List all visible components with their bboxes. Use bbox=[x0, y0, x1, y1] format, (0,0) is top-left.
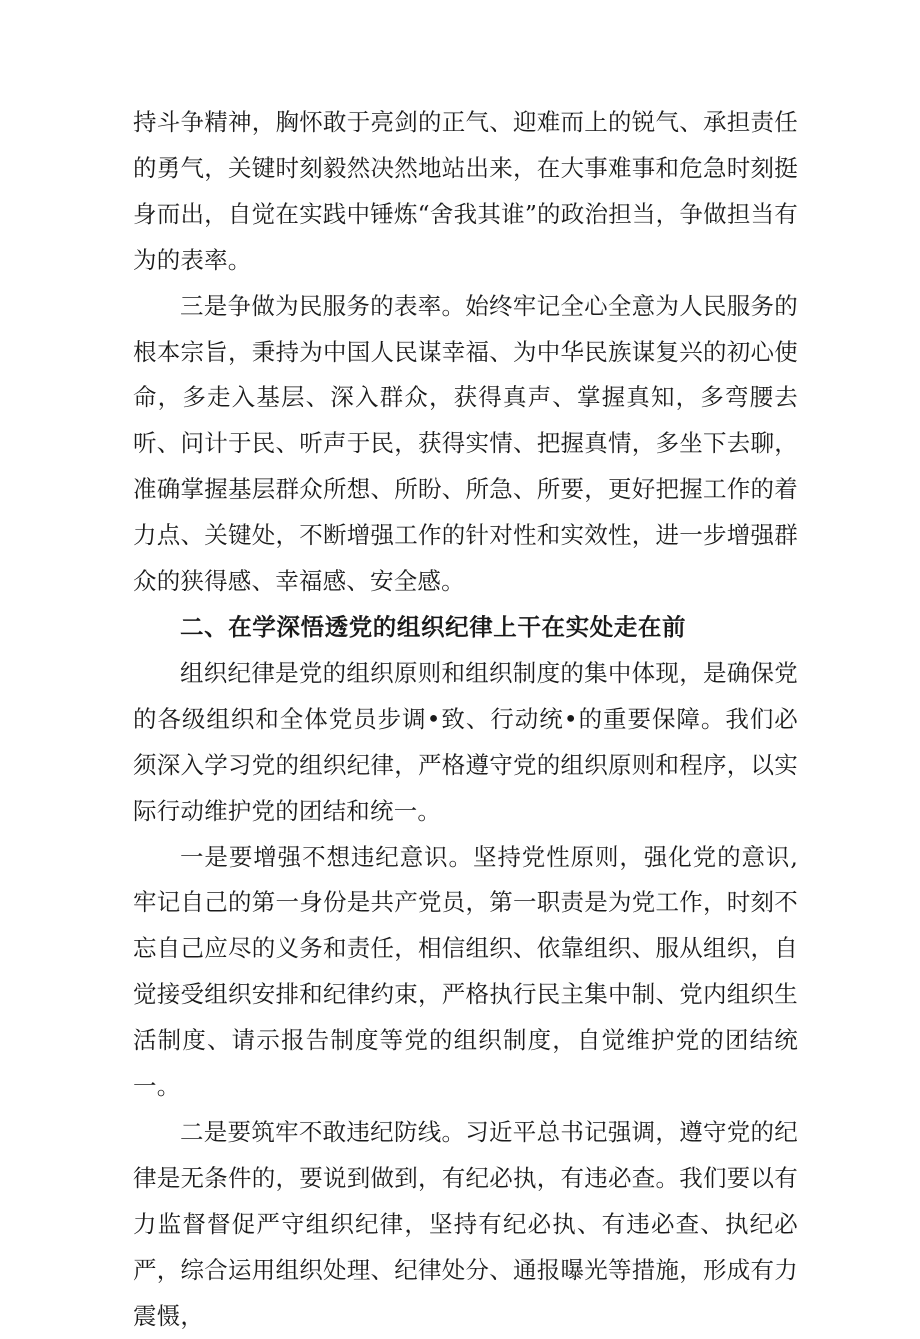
paragraph-awareness: 一是要增强不想违纪意识。坚持党性原则，强化党的意识,牢记自己的第一身份是共产党员，第一职责是为党工作，时刻不忘自己应尽的义务和责任，相信组织、依靠组织、服从组织，自觉接受组织安排和纪律约束，严格执行民主集中制、党内组织生活制度、请示报告制度等党的组织制度，自觉维护党的团结统一。 bbox=[133, 842, 798, 1101]
paragraph-defense-line: 二是要筑牢不敢违纪防线。习近平总书记强调，遵守党的纪律是无条件的，要说到做到，有纪必执，有违必查。我们要以有力监督督促严守组织纪律，坚持有纪必执、有违必查、执纪必严，综合运用组织处理、纪律处分、通报曝光等措施，形成有力震慑， bbox=[133, 1117, 798, 1330]
paragraph-serve-the-people: 三是争做为民服务的表率。始终牢记全心全意为人民服务的根本宗旨，秉持为中国人民谋幸福、为中华民族谋复兴的初心使命，多走入基层、深入群众，获得真声、掌握真知，多弯腰去听、问计于民、听声于民，获得实情、把握真情，多坐下去聊，准确掌握基层群众所想、所盼、所急、所要，更好把握工作的着力点、关键处，不断增强工作的针对性和实效性，进一步增强群众的狭得感、幸福感、安全感。 bbox=[133, 291, 798, 596]
paragraph-continued: 持斗争精神，胸怀敢于亮剑的正气、迎难而上的锐气、承担责任的勇气，关键时刻毅然决然地站出来，在大事难事和危急时刻挺身而出，自觉在实践中锤炼“舍我其谁”的政治担当，争做担当有为的表率。 bbox=[133, 108, 798, 274]
document-page bbox=[133, 100, 798, 1339]
section-heading: 二、在学深悟透党的组织纪律上干在实处走在前 bbox=[180, 612, 687, 641]
paragraph-organizational-discipline: 组织纪律是党的组织原则和组织制度的集中体现，是确保党的各级组织和全体党员步调•致、行动统•的重要保障。我们必须深入学习党的组织纪律，严格遵守党的组织原则和程序，以实际行动维护党的团结和统一。 bbox=[133, 658, 798, 825]
